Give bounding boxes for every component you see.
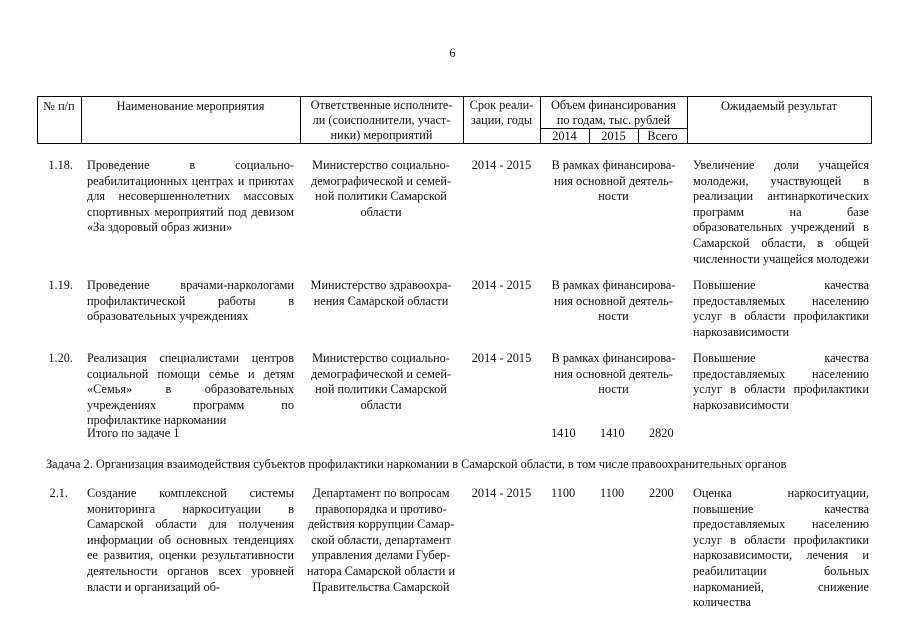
row-resp [302, 486, 460, 595]
header-resp-line: Ответственные исполните- [310, 98, 453, 112]
page-number: 6 [449, 46, 456, 60]
header-resp-line: ники) мероприятий [330, 128, 433, 142]
row-resp-line: ной политики Самарской [315, 189, 447, 204]
row-fin-line: ния основной деятель- [554, 293, 673, 308]
header-resp-line: ли (соисполнители, участ- [312, 113, 451, 127]
row-resp-line: действия коррупции Самар- [307, 517, 455, 532]
row-resp-line: ной политики Самарской [315, 382, 447, 397]
header-fin-line: по годам, тыс. рублей [556, 113, 671, 127]
header-result: Ожидаемый результат [720, 99, 838, 113]
row-resp-line: Министерство социально- [312, 158, 450, 172]
task1-total-2015: 1410 [600, 426, 625, 440]
header-term-line: зации, годы [470, 113, 533, 127]
row-fin [540, 351, 687, 398]
header-resp [300, 98, 463, 143]
header-total: Всего [647, 129, 678, 143]
row-resp-line: Правительства Самарской [312, 579, 450, 594]
row-fin-line: ния основной деятель- [554, 173, 673, 188]
row-term: 2014 - 2015 [471, 486, 532, 500]
row-term: 2014 - 2015 [471, 278, 532, 292]
header-fin-line: Объем финансирования [551, 98, 676, 112]
row-resp-line: ской области, департамент [311, 532, 451, 547]
header-fin [540, 98, 687, 128]
row-result: Увеличение доли учащейся молодежи, участвующей в реализации антинаркотических программ на базе образовательных учреждений в Самарской области, в общей численности учащейся молодежи [693, 158, 869, 266]
header-term-line: Срок реали- [469, 98, 534, 112]
row-resp [302, 351, 460, 413]
row-2015: 1100 [600, 486, 625, 500]
header-num: № п/п [43, 99, 75, 113]
row-num: 1.19. [48, 278, 73, 292]
task1-total-sum: 2820 [649, 426, 674, 440]
task1-total-2014: 1410 [551, 426, 576, 440]
row-fin-line: В рамках финансирова- [551, 351, 676, 365]
row-resp [302, 278, 460, 309]
row-fin-line: ности [598, 189, 629, 204]
row-resp-line: демографической и семей- [310, 366, 452, 381]
row-name: Создание комплексной системы мониторинга наркоситуации в Самарской области для получения информации об основных тенденциях ее развития, оценки результативности деятельности органов всех уровней власти и организаций об- [87, 486, 294, 594]
row-resp-line: области [360, 397, 402, 412]
row-term: 2014 - 2015 [471, 351, 532, 365]
row-fin-line: В рамках финансирова- [551, 278, 676, 292]
header-name: Наименование мероприятия [116, 99, 265, 113]
row-name: Проведение в социально-реабилитационных центрах и приютах для несовершеннолетних массовых спортивных мероприятий под девизом «За здоровый образ жизни» [87, 158, 294, 235]
row-fin-line: ности [598, 382, 629, 397]
row-resp-line: Департамент по вопросам [312, 486, 450, 500]
task2-heading: Задача 2. Организация взаимодействия субъектов профилактики наркомании в Самарской области, в том числе правоохранительных органов [46, 457, 787, 471]
row-result: Оценка наркоситуации, повышение качества предоставляемых населению услуг в области профилактики наркозависимости, лечения и реабилитации больных наркоманией, снижение количества [693, 486, 869, 610]
row-resp-line: Министерство социально- [312, 351, 450, 365]
header-term [463, 98, 540, 128]
row-resp-line: области [360, 204, 402, 219]
row-fin-line: ности [598, 309, 629, 324]
task1-total-label: Итого по задаче 1 [87, 426, 180, 440]
row-resp-line: Министерство здравоохра- [310, 278, 452, 292]
row-total: 2200 [649, 486, 674, 500]
row-result: Повышение качества предоставляемых населению услуг в области профилактики наркозависимости [693, 351, 869, 412]
row-fin-line: ния основной деятель- [554, 366, 673, 381]
row-result: Повышение качества предоставляемых населению услуг в области профилактики наркозависимости [693, 278, 869, 339]
row-num: 2.1. [49, 486, 68, 500]
row-num: 1.20. [48, 351, 73, 365]
row-term: 2014 - 2015 [471, 158, 532, 172]
row-fin [540, 158, 687, 205]
row-resp-line: управления делами Губер- [311, 548, 451, 563]
row-num: 1.18. [48, 158, 73, 172]
row-name: Реализация специалистами центров социальной помощи семье и детям «Семья» в образовательных учреждениях программ по профилактике наркомании [87, 351, 294, 428]
row-fin-line: В рамках финансирова- [551, 158, 676, 172]
row-resp [302, 158, 460, 220]
row-resp-line: нения Самарской области [313, 293, 449, 308]
row-2014: 1100 [551, 486, 576, 500]
row-resp-line: демографической и семей- [310, 173, 452, 188]
header-2014: 2014 [552, 129, 577, 143]
row-name: Проведение врачами-наркологами профилактической работы в образовательных учреждениях [87, 278, 294, 324]
row-resp-line: натора Самарской области и [306, 563, 456, 578]
row-resp-line: правопорядка и противо- [315, 501, 447, 516]
row-fin [540, 278, 687, 325]
header-2015: 2015 [601, 129, 626, 143]
